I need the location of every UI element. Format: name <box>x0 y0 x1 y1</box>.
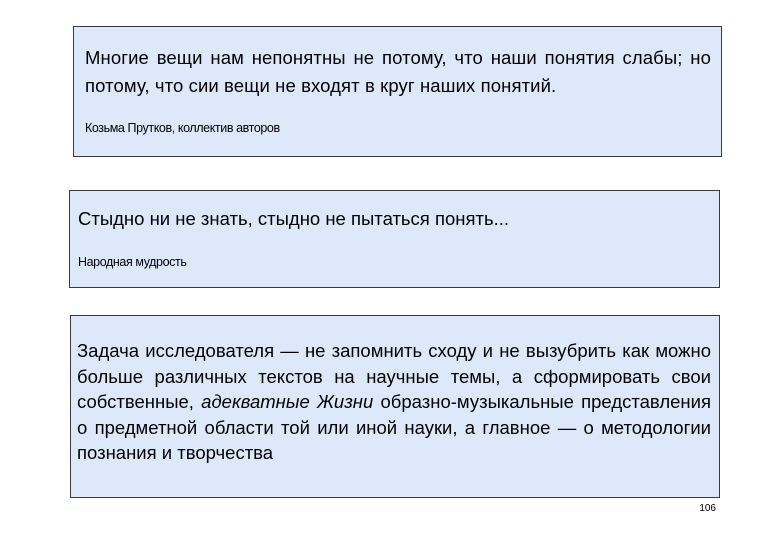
quote-box-prutkov <box>73 26 722 157</box>
quote-author: Козьма Прутков, коллектив авторов <box>85 121 280 135</box>
task-text <box>77 338 711 466</box>
task-text-emphasis: адекватные Жизни <box>201 391 374 412</box>
quote-box-folk <box>69 190 720 288</box>
task-text-after: образно-музыкальные представления о предметной области той или иной науки, а главное — о методологии познания и творчества <box>77 391 711 463</box>
task-text-before: Задача исследователя — не запомнить сходу и не вызубрить как можно больше различных текстов на научные темы, а сформировать свои собственные, <box>77 340 711 412</box>
quote-author: Народная мудрость <box>78 255 187 269</box>
task-box <box>70 315 720 498</box>
quote-text: Стыдно ни не знать, стыдно не пытаться понять... <box>78 208 510 229</box>
quote-text: Многие вещи нам непонятны не потому, что наши понятия слабы; но потому, что сии вещи не входят в круг наших понятий. <box>85 47 711 96</box>
page-number: 106 <box>699 503 716 514</box>
